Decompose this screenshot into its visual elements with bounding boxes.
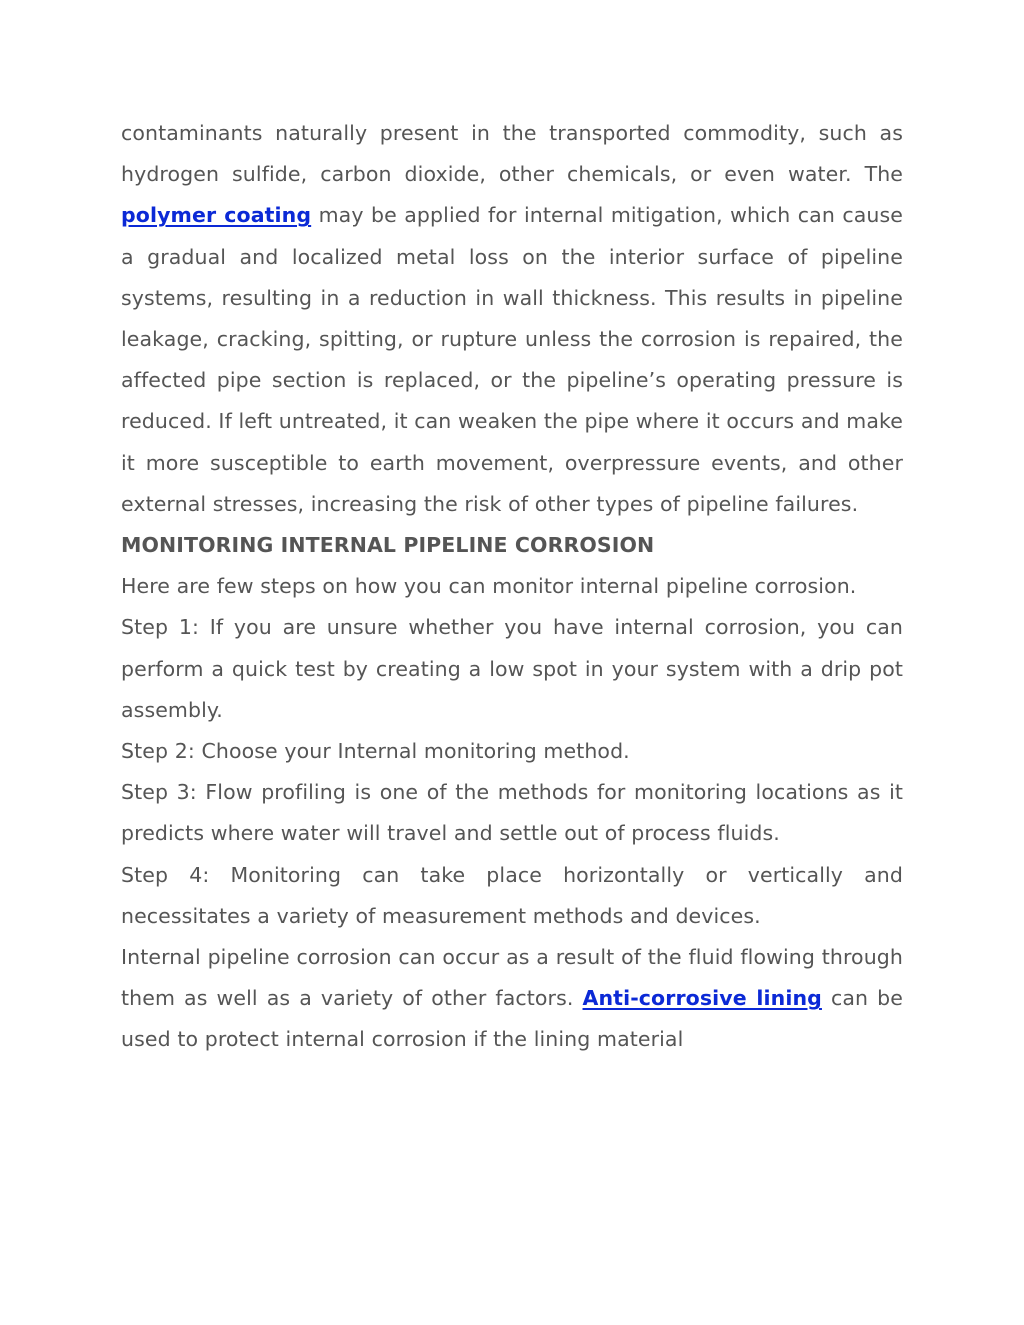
intro-paragraph: Here are few steps on how you can monitor internal pipeline corrosion.	[121, 574, 857, 599]
paragraph-text: may be applied for internal mitigation, which can cause a gradual and localized metal loss on the interior surface of pipeline systems, resulting in a reduction in wall thickness. This results in pipeline leakage, cracking, spitting, or rupture unless the corrosion is repaired, the affected pipe section is replaced, or the pipeline’s operating pressure is reduced. If left untreated, it can weaken the pipe where it occurs and make it more susceptible to earth movement, overpressure events, and other external stresses, increasing the risk of other types of pipeline failures.	[121, 203, 903, 516]
step-2: Step 2: Choose your Internal monitoring method.	[121, 739, 630, 764]
paragraph-text: can be used to protect internal corrosion if the lining material	[121, 986, 903, 1052]
paragraph-text: contaminants naturally present in the transported commodity, such as hydrogen sulfide, carbon dioxide, other chemicals, or even water. The	[121, 121, 903, 187]
paragraph-contaminants	[121, 113, 903, 525]
paragraph-text: Internal pipeline corrosion can occur as a result of the fluid flowing through them as well as a variety of other factors.	[121, 945, 903, 1011]
section-heading: MONITORING INTERNAL PIPELINE CORROSION	[121, 533, 655, 558]
step-4: Step 4: Monitoring can take place horizontally or vertically and necessitates a variety of measurement methods and devices.	[121, 862, 903, 928]
paragraph-internal-corrosion	[121, 937, 903, 1061]
document-page	[121, 113, 903, 1061]
step-1: Step 1: If you are unsure whether you have internal corrosion, you can perform a quick test by creating a low spot in your system with a drip pot assembly.	[121, 615, 903, 722]
polymer-coating-link[interactable]: polymer coating	[121, 203, 312, 228]
step-3: Step 3: Flow profiling is one of the methods for monitoring locations as it predicts where water will travel and settle out of process fluids.	[121, 780, 903, 846]
anti-corrosive-lining-link[interactable]: Anti-corrosive lining	[582, 986, 822, 1011]
